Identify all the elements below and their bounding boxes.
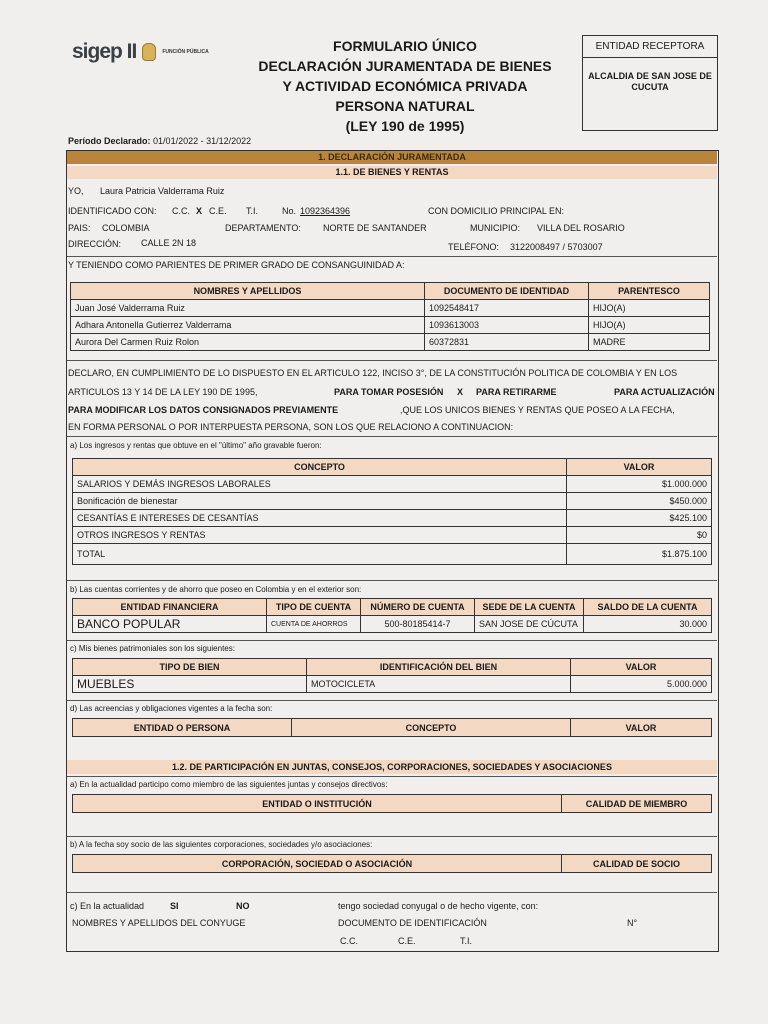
cell: MADRE xyxy=(589,334,710,351)
conyugal-text: tengo sociedad conyugal o de hecho vigente, con: xyxy=(338,901,539,911)
telefono-label: TELÉFONO: xyxy=(448,242,500,252)
col-header: PARENTESCO xyxy=(589,283,710,300)
col-header: ENTIDAD O INSTITUCIÓN xyxy=(73,795,562,813)
cell: SAN JOSE DE CÚCUTA xyxy=(475,616,584,633)
col-header: CORPORACIÓN, SOCIEDAD O ASOCIACIÓN xyxy=(73,855,562,873)
col-header: VALOR xyxy=(571,719,712,737)
table-row xyxy=(73,527,712,544)
col-header: CONCEPTO xyxy=(292,719,571,737)
ce-option: C.E. xyxy=(398,936,416,946)
domicilio-label: CON DOMICILIO PRINCIPAL EN: xyxy=(428,206,565,216)
ti-option: T.I. xyxy=(460,936,473,946)
periodo-value: 01/01/2022 - 31/12/2022 xyxy=(153,136,252,146)
col-header: CALIDAD DE SOCIO xyxy=(562,855,712,873)
bienes-table xyxy=(72,658,712,693)
cuentas-intro: b) Las cuentas corrientes y de ahorro que poseo en Colombia y en el exterior son: xyxy=(70,585,362,594)
cc-option: C.C. xyxy=(340,936,358,946)
cell: HIJO(A) xyxy=(589,300,710,317)
col-header: SALDO DE LA CUENTA xyxy=(584,599,712,616)
cell: 30.000 xyxy=(584,616,712,633)
cell: Bonificación de bienestar xyxy=(73,493,567,510)
title-line: FORMULARIO ÚNICO xyxy=(333,38,477,54)
pais-value: COLOMBIA xyxy=(102,223,150,233)
col-header: IDENTIFICACIÓN DEL BIEN xyxy=(307,659,571,676)
coat-of-arms-icon xyxy=(142,43,156,61)
acreencias-table xyxy=(72,718,712,737)
no-label: No. xyxy=(282,206,297,216)
cc-mark: X xyxy=(196,206,203,216)
cell: CESANTÍAS E INTERESES DE CESANTÍAS xyxy=(73,510,567,527)
ingresos-table xyxy=(72,458,712,565)
modificar-option: PARA MODIFICAR LOS DATOS CONSIGNADOS PREVIAMENTE xyxy=(68,405,339,415)
table-row xyxy=(73,510,712,527)
divider xyxy=(67,256,717,257)
table-row xyxy=(71,300,710,317)
cell: 500-80185414-7 xyxy=(361,616,475,633)
col-header: ENTIDAD FINANCIERA xyxy=(73,599,267,616)
entidad-receptora-value: ALCALDIA DE SAN JOSE DE CUCUTA xyxy=(588,71,712,92)
si-option: SI xyxy=(170,901,179,911)
ce-option: C.E. xyxy=(209,206,227,216)
divider xyxy=(67,836,717,837)
title-line: PERSONA NATURAL xyxy=(335,98,475,114)
col-header: CONCEPTO xyxy=(73,459,567,476)
cell: MOTOCICLETA xyxy=(307,676,571,693)
declaro-line-1: DECLARO, EN CUMPLIMIENTO DE LO DISPUESTO EN EL ARTICULO 122, INCISO 3°, DE LA CONSTITUCIÓN POLITICA DE COLOMBIA Y EN LOS xyxy=(68,368,678,378)
divider xyxy=(67,580,717,581)
cc-option: C.C. xyxy=(172,206,190,216)
documento-label: DOCUMENTO DE IDENTIFICACIÓN xyxy=(338,918,487,928)
table-row xyxy=(73,616,712,633)
cell: OTROS INGRESOS Y RENTAS xyxy=(73,527,567,544)
declarant-name: Laura Patricia Valderrama Ruiz xyxy=(100,186,225,196)
periodo-label: Período Declarado: xyxy=(68,136,151,146)
divider xyxy=(67,776,717,777)
cell: Adhara Antonella Gutierrez Valderrama xyxy=(71,317,425,334)
col-header: NOMBRES Y APELLIDOS xyxy=(71,283,425,300)
sigep-logo-text: sigep II xyxy=(72,40,137,63)
cell: $425.100 xyxy=(567,510,712,527)
parientes-table xyxy=(70,282,710,351)
sociedades-table xyxy=(72,854,712,873)
table-row xyxy=(73,493,712,510)
col-header: DOCUMENTO DE IDENTIDAD xyxy=(425,283,589,300)
id-number: 1092364396 xyxy=(300,206,351,216)
cell: $1.875.100 xyxy=(567,544,712,565)
telefono-value: 3122008497 / 5703007 xyxy=(510,242,603,252)
cell: TOTAL xyxy=(73,544,567,565)
table-row xyxy=(73,676,712,693)
cell: $1.000.000 xyxy=(567,476,712,493)
section-1-title: 1. DECLARACIÓN JURAMENTADA xyxy=(67,151,717,164)
title-line: (LEY 190 de 1995) xyxy=(345,118,465,134)
col-header: SEDE DE LA CUENTA xyxy=(475,599,584,616)
tomar-posesion-option: PARA TOMAR POSESIÓN xyxy=(334,387,444,397)
yo-label: YO, xyxy=(68,186,84,196)
cell: MUEBLES xyxy=(73,676,307,693)
ti-option: T.I. xyxy=(246,206,259,216)
col-header: VALOR xyxy=(571,659,712,676)
cuentas-table xyxy=(72,598,712,633)
divider xyxy=(67,640,717,641)
identificado-label: IDENTIFICADO CON: xyxy=(68,206,157,216)
cell: CUENTA DE AHORROS xyxy=(267,616,361,633)
retirarme-option: PARA RETIRARME xyxy=(476,387,557,397)
departamento-value: NORTE DE SANTANDER xyxy=(323,223,427,233)
pais-label: PAIS: xyxy=(68,223,91,233)
section-1-2-title: 1.2. DE PARTICIPACIÓN EN JUNTAS, CONSEJOS, CORPORACIONES, SOCIEDADES Y ASOCIACIONES xyxy=(67,760,717,774)
cell: 60372831 xyxy=(425,334,589,351)
col-header: TIPO DE CUENTA xyxy=(267,599,361,616)
juntas-table xyxy=(72,794,712,813)
table-row xyxy=(73,544,712,565)
declaro-line-3: ,QUE LOS UNICOS BIENES Y RENTAS QUE POSEO A LA FECHA, xyxy=(400,405,675,415)
divider xyxy=(67,700,717,701)
periodo-declarado xyxy=(68,136,251,146)
parientes-intro: Y TENIENDO COMO PARIENTES DE PRIMER GRADO DE CONSANGUINIDAD A: xyxy=(68,260,405,270)
direccion-value: CALLE 2N 18 xyxy=(141,238,197,248)
section-1-1-title: 1.1. DE BIENES Y RENTAS xyxy=(67,166,717,179)
table-row xyxy=(71,317,710,334)
cell: $0 xyxy=(567,527,712,544)
sociedades-intro: b) A la fecha soy socio de las siguientes corporaciones, sociedades y/o asociaciones: xyxy=(70,840,373,849)
declaro-line-4: EN FORMA PERSONAL O POR INTERPUESTA PERSONA, SON LOS QUE RELACIONO A CONTINUACION: xyxy=(68,422,514,432)
entidad-receptora-label: ENTIDAD RECEPTORA xyxy=(583,36,717,58)
divider xyxy=(67,436,717,437)
acreencias-intro: d) Las acreencias y obligaciones vigentes a la fecha son: xyxy=(70,704,273,713)
title-line: DECLARACIÓN JURAMENTADA DE BIENES xyxy=(258,58,552,74)
numero-label: N° xyxy=(627,918,638,928)
cell: BANCO POPULAR xyxy=(73,616,267,633)
tomar-posesion-mark: X xyxy=(457,387,464,397)
col-header: ENTIDAD O PERSONA xyxy=(73,719,292,737)
cell: 1092548417 xyxy=(425,300,589,317)
municipio-value: VILLA DEL ROSARIO xyxy=(537,223,625,233)
direccion-label: DIRECCIÓN: xyxy=(68,239,122,249)
title-line: Y ACTIVIDAD ECONÓMICA PRIVADA xyxy=(282,78,528,94)
cell: 5.000.000 xyxy=(571,676,712,693)
declaro-line-2: ARTICULOS 13 Y 14 DE LA LEY 190 DE 1995, xyxy=(68,387,258,397)
divider xyxy=(67,360,717,361)
ingresos-intro: a) Los ingresos y rentas que obtuve en el "último" año gravable fueron: xyxy=(70,441,322,450)
departamento-label: DEPARTAMENTO: xyxy=(225,223,301,233)
sigep-logo xyxy=(72,40,209,64)
conyugal-label: c) En la actualidad xyxy=(70,901,145,911)
conyuge-label: NOMBRES Y APELLIDOS DEL CONYUGE xyxy=(72,918,246,928)
bienes-intro: c) Mis bienes patrimoniales son los siguientes: xyxy=(70,644,235,653)
cell: SALARIOS Y DEMÁS INGRESOS LABORALES xyxy=(73,476,567,493)
cell: Aurora Del Carmen Ruiz Rolon xyxy=(71,334,425,351)
col-header: NÚMERO DE CUENTA xyxy=(361,599,475,616)
form-title xyxy=(250,36,560,136)
actualizacion-option: PARA ACTUALIZACIÓN xyxy=(614,387,715,397)
col-header: CALIDAD DE MIEMBRO xyxy=(562,795,712,813)
juntas-intro: a) En la actualidad participo como miembro de las siguientes juntas y consejos directivos: xyxy=(70,780,388,789)
cell: $450.000 xyxy=(567,493,712,510)
table-row xyxy=(73,476,712,493)
col-header: TIPO DE BIEN xyxy=(73,659,307,676)
no-option: NO xyxy=(236,901,250,911)
funcion-publica-label: FUNCIÓN PÚBLICA xyxy=(162,49,209,55)
cell: HIJO(A) xyxy=(589,317,710,334)
cell: Juan José Valderrama Ruiz xyxy=(71,300,425,317)
col-header: VALOR xyxy=(567,459,712,476)
municipio-label: MUNICIPIO: xyxy=(470,223,521,233)
table-row xyxy=(71,334,710,351)
divider xyxy=(67,892,717,893)
cell: 1093613003 xyxy=(425,317,589,334)
entidad-receptora-box xyxy=(582,35,718,131)
